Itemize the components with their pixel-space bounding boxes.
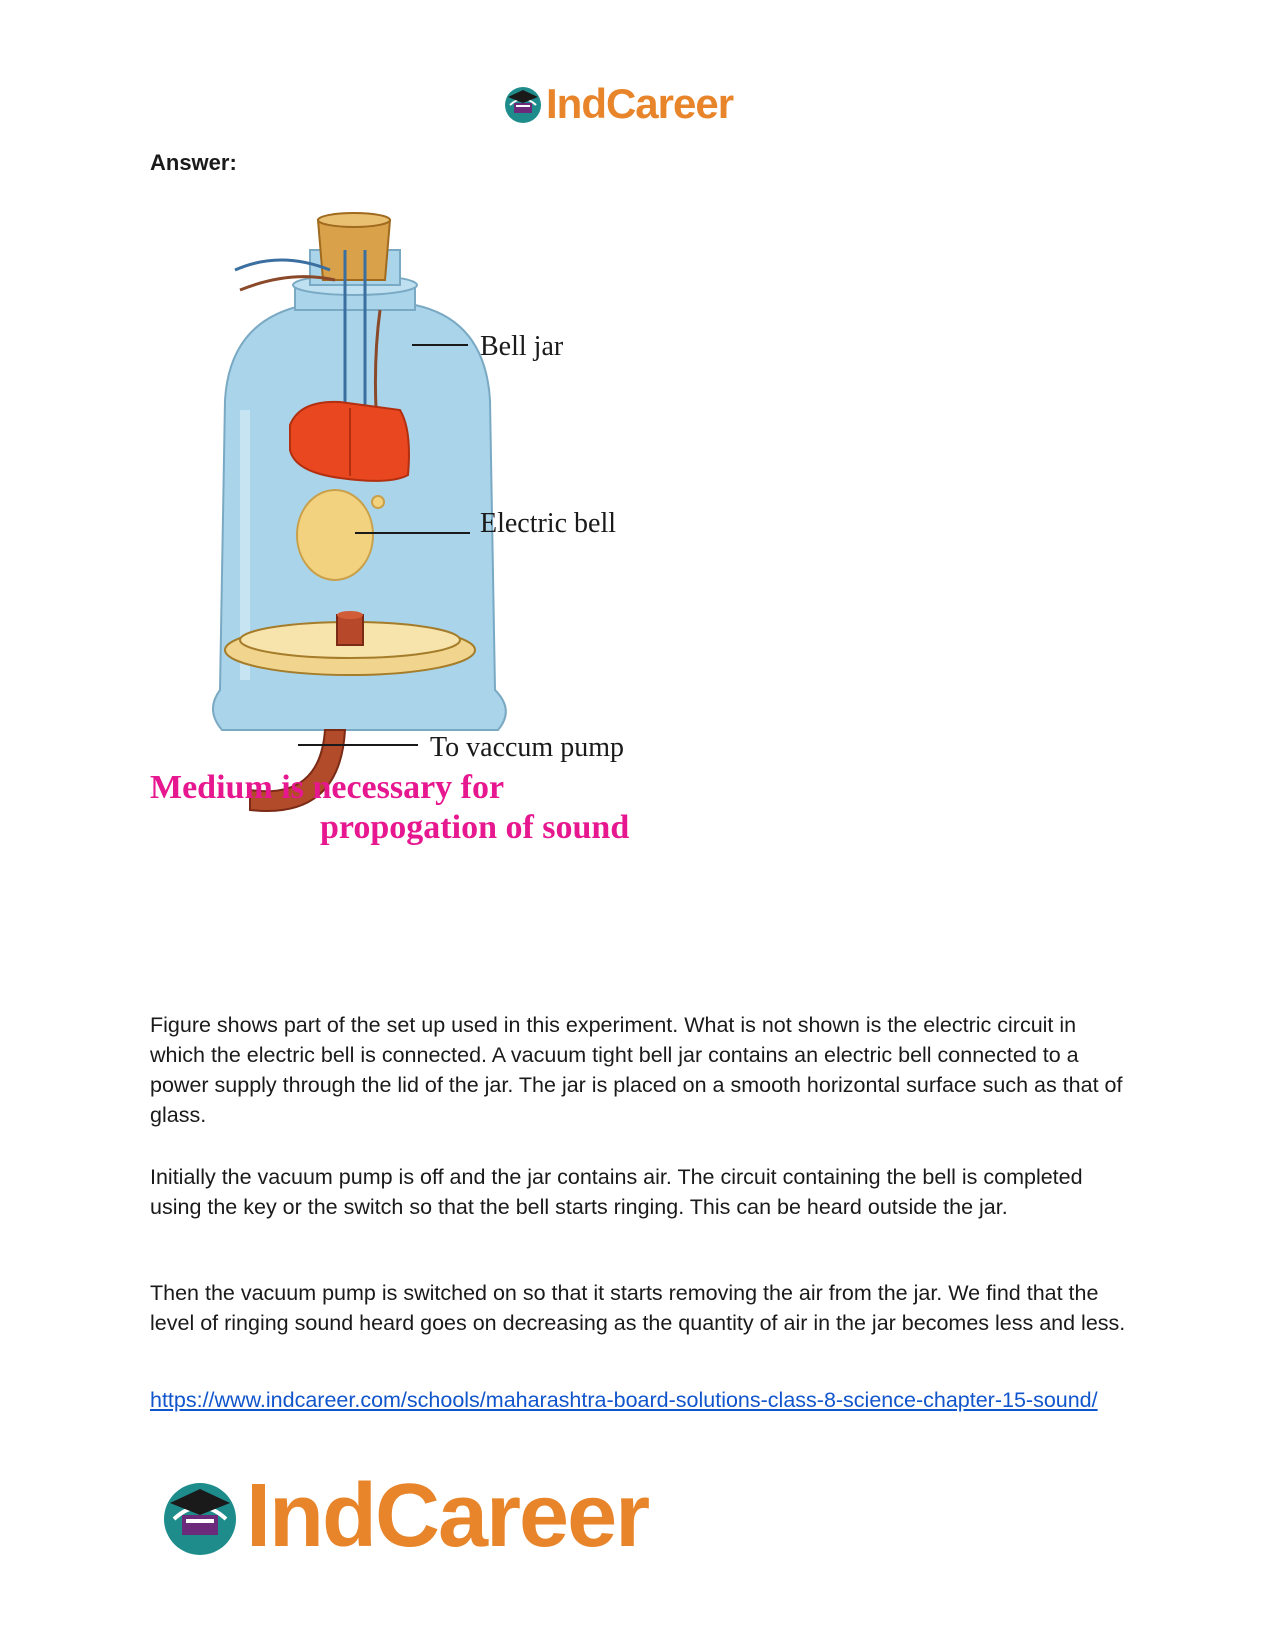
bell-jar-diagram (150, 210, 710, 920)
answer-label: Answer: (150, 150, 237, 175)
paragraph-2: Initially the vacuum pump is off and the jar contains air. The circuit containing the bell is completed using the key or the switch so that the bell starts ringing. This can be heard outside the jar. (150, 1165, 1083, 1219)
graduation-cap-globe-icon (158, 1475, 242, 1559)
graduation-cap-globe-icon (502, 83, 544, 125)
label-bell-jar: Bell jar (480, 331, 564, 362)
caption-line-1: Medium is necessary for (150, 769, 505, 806)
paragraph-1: Figure shows part of the set up used in this experiment. What is not shown is the electric circuit in which the electric bell is connected. A vacuum tight bell jar contains an electric bell connected to a power supply through the lid of the jar. The jar is placed on a smooth horizontal surface such as that of glass. (150, 1013, 1123, 1127)
caption-line-2: propogation of sound (320, 809, 630, 846)
bell-jar-figure (150, 210, 710, 920)
header-logo-text: IndCareer (546, 80, 734, 127)
label-electric-bell: Electric bell (480, 508, 617, 539)
source-link[interactable]: https://www.indcareer.com/schools/maharashtra-board-solutions-class-8-science-chapter-15-sound/ (150, 1388, 1098, 1412)
header-logo (502, 80, 733, 128)
footer-logo (158, 1465, 648, 1568)
footer-logo-text: IndCareer (246, 1466, 649, 1566)
bell-dome (297, 490, 373, 580)
paragraph-3: Then the vacuum pump is switched on so that it starts removing the air from the jar. We find that the level of ringing sound heard goes on decreasing as the quantity of air in the jar becomes less and less. (150, 1281, 1126, 1335)
label-pump: To vaccum pump (430, 732, 624, 763)
